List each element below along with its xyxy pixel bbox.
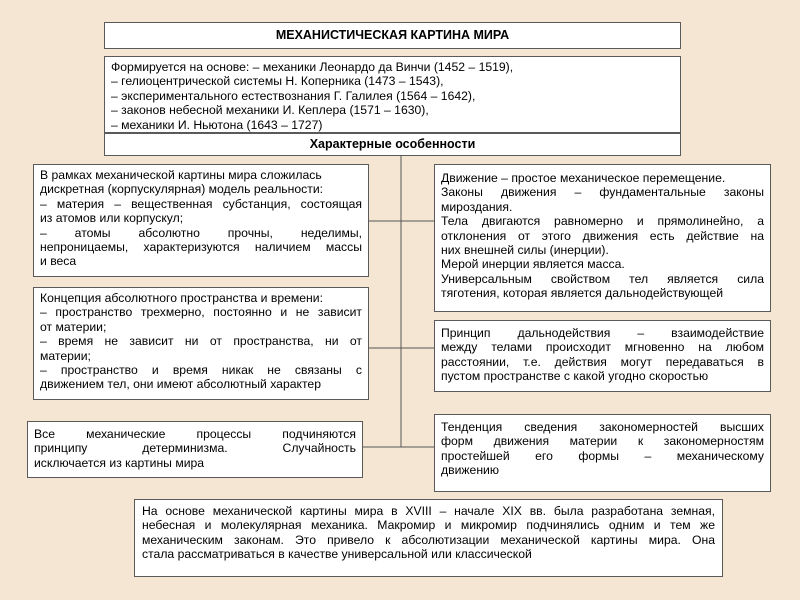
basis-line: – законов небесной механики И. Кеплера (1571 – 1630), [111,103,429,118]
box-text-line: – материя – вещественная субстанция, состоящая [40,196,362,211]
discrete-model-box [33,164,369,277]
box-text-line: тяготения, которая является дальнодействующей [441,286,724,301]
conclusion-box [134,499,723,577]
title-box [104,22,681,49]
box-text-line: Универсальным свойством тел является сила [441,271,764,286]
space-time-box [33,287,369,400]
box-text-line: исключается из картины мира [34,455,205,470]
box-text-line: Движение – простое механическое перемещение. [441,171,726,185]
box-text-line: непроницаемы, характеризуются наличием массы [40,240,362,255]
box-text-line: между телами происходит мгновенно на любом [441,340,764,355]
box-text-line: стала рассматриваться в качестве универсальной или классической [142,547,532,562]
box-text-line: отклонения от этого движения есть действие на [441,228,764,243]
box-text-line: мироздания. [441,199,513,214]
box-text-line: простейшей его формы – механическому [441,448,764,463]
box-text-line: от материи; [40,319,107,334]
diagram-title: МЕХАНИСТИЧЕСКАЯ КАРТИНА МИРА [275,28,510,42]
long-range-box [434,320,771,392]
box-text-line: механическим законам. Это привело к абсолютизации механической картины мира. Она [142,532,715,547]
box-text-line: Тенденция сведения закономерностей высших [441,420,764,434]
box-text-line: На основе механической картины мира в XVIII – начале XIX вв. была разработана земная, [142,504,715,518]
box-text-line: Тела двигаются равномерно и прямолинейно, а [441,214,764,229]
determinism-box [27,421,363,478]
box-text-line: движению [441,463,500,478]
motion-box [434,164,771,312]
basis-line: – механики И. Ньютона (1643 – 1727) [111,117,323,132]
box-text-line: расстоянии, т.е. действия могут передаваться в [441,354,764,369]
box-text-line: и веса [40,254,77,269]
box-text-line: – атомы абсолютно прочны, неделимы, [40,225,362,240]
basis-line: Формируется на основе: – механики Леонардо да Винчи (1452 – 1519), [111,60,514,74]
box-text-line: из атомов или корпускул; [40,211,184,226]
basis-line: – гелиоцентрической системы Н. Коперника (1473 – 1543), [111,74,444,89]
box-text-line: движением тел, они имеют абсолютный характер [40,377,321,392]
box-text-line: Концепция абсолютного пространства и времени: [40,291,323,305]
box-text-line: принципу детерминизма. Случайность [34,441,356,456]
features-header: Характерные особенности [309,137,476,151]
box-text-line: дискретная (корпускулярная) модель реальности: [40,182,324,197]
basis-line: – экспериментального естествознания Г. Галилея (1564 – 1642), [111,88,476,103]
box-text-line: небесная и молекулярная механика. Макромир и микромир подчинялись одним и тем же [142,518,715,533]
basis-box [104,56,681,133]
box-text-line: – пространство и время никак не связаны с [40,363,362,378]
box-text-line: них внешней силы (инерции). [441,243,609,258]
reduction-box [434,414,771,492]
box-text-line: – пространство трехмерно, постоянно и не зависит [40,305,362,320]
box-text-line: Законы движения – фундаментальные законы [441,185,764,200]
box-text-line: форм движения материи к закономерностям [441,434,764,449]
box-text-line: Принцип дальнодействия – взаимодействие [441,326,764,340]
box-text-line: – время не зависит ни от пространства, ни от [40,334,362,349]
box-text-line: пустом пространстве с какой угодно скоростью [441,369,709,384]
box-text-line: Мерой инерции является масса. [441,257,625,272]
box-text-line: материи; [40,348,91,363]
box-text-line: В рамках механической картины мира сложилась [40,168,322,182]
box-text-line: Все механические процессы подчиняются [34,427,356,441]
features-header-box [104,133,681,156]
